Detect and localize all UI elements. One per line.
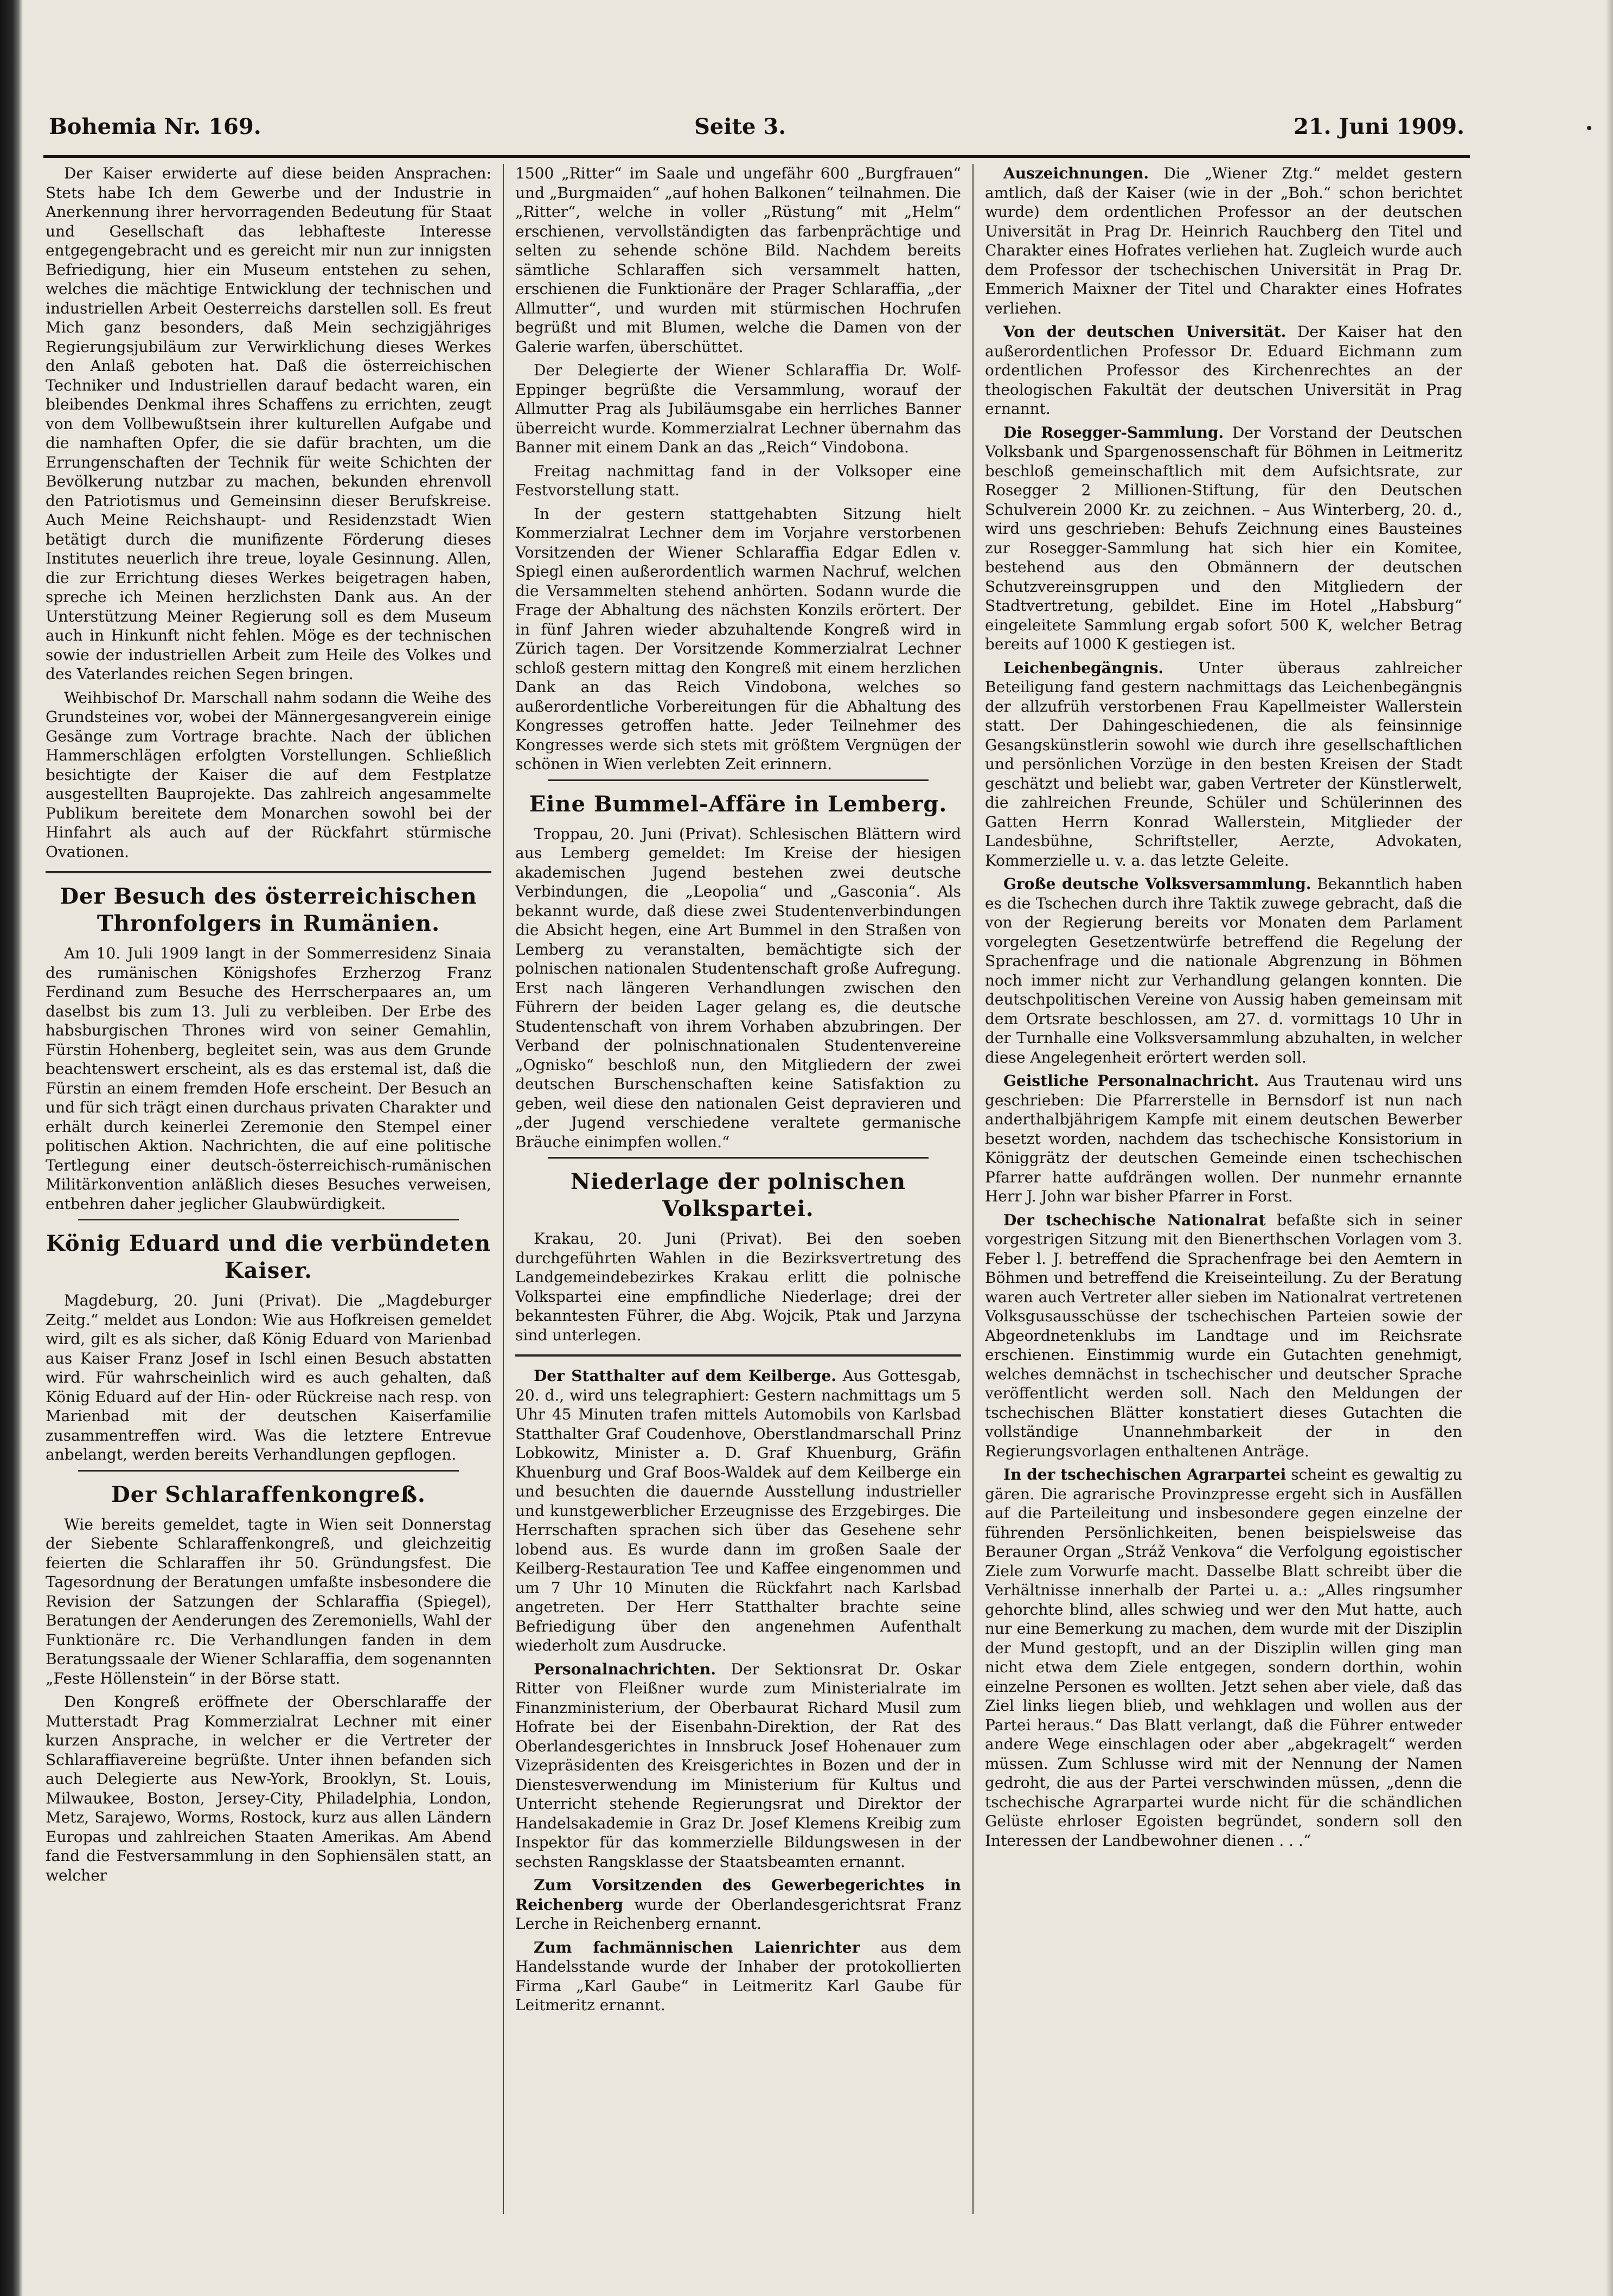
section-heading: Personalnachrichten. bbox=[534, 1660, 716, 1678]
issue-label: Bohemia Nr. 169. bbox=[49, 114, 261, 139]
article-paragraph: In der gestern stattgehabten Sitzung hielt Kommerzialrat Lechner dem im Vorjahre verstorbenen Vorsitzenden der Wiener Schlaraffia Edgar Edlen v. Spiegl einen außerordentlich warmen Nachruf, welchen die Versammelten stehend anhörten. Sodann wurde die Frage der Abhaltung des nächsten Konzils erörtert. Der in fünf Jahren wieder abzuhaltende Kongreß wird in Zürich tagen. Der Vorsitzende Kommerzialrat Lechner schloß gestern mittag den Kongreß mit einem herzlichen Dank an das Reich Vindobona, welches so außerordentliche Vorbereitungen für die Abhaltung des Kongresses getroffen hatte. Jeder Teilnehmer des Kongresses werde sich stets mit größtem Vergnügen der schönen in Wien verlebten Zeit erinnern. bbox=[515, 504, 961, 773]
article-headline: Der Schlaraffenkongreß. bbox=[111, 1481, 426, 1507]
article-text: Unter überaus zahlreicher Beteiligung fand gestern nachmittags das Leichenbegängnis der allzufrüh verstorbenen Frau Kapellmeister Wallerstein statt. Der Dahingeschiedenen, die als feinsinnige Gesangskünstlerin sowohl wie durch ihre gesellschaftlichen und persönlichen Vorzüge in den besten Kreisen der Stadt geschätzt und beliebt war, gaben Vertreter der Künstlerwelt, die zahlreichen Freunde, Schüler und Schülerinnen des Gatten Herrn Konrad Wallerstein, Mitglieder der Landesbühne, Schriftsteller, Aerzte, Advokaten, Kommerzielle u. v. a. das letzte Geleite. bbox=[985, 658, 1462, 869]
section-heading: Große deutsche Volksversammlung. bbox=[1003, 875, 1311, 893]
scan-edge-right bbox=[1605, 0, 1613, 2296]
article-text: Aus Trautenau wird uns geschrieben: Die Pfarrerstelle in Bernsdorf ist nun nach anderthalbjährigem Kampfe mit einem deutschen Bewerber besetzt worden, nachdem das tschechische Konsistorium in Königgrätz der deutschen Gemeinde einen tschechischen Pfarrer hatte aufdrängen wollen. Der nunmehr ernannte Herr J. John war bisher Pfarrer in Forst. bbox=[985, 1072, 1462, 1205]
article-paragraph: Der Delegierte der Wiener Schlaraffia Dr. Wolf-Eppinger begrüßte die Versammlung, worauf der Allmutter Prag als Jubiläumsgabe ein herrliches Banner überreicht wurde. Kommerzialrat Lechner übernahm das Banner mit einem Dank an das „Reich“ Vindobona. bbox=[515, 361, 961, 456]
section-heading: Der tschechische Nationalrat bbox=[1003, 1211, 1266, 1229]
header-rule bbox=[43, 155, 1470, 158]
column-1 bbox=[46, 164, 491, 2214]
article-paragraph: Den Kongreß eröffnete der Oberschlaraffe der Mutterstadt Prag Kommerzialrat Lechner mit einer kurzen Ansprache, in welcher er die Vertreter der Schlaraffiavereine begrüßte. Unter ihnen befanden sich auch Delegierte aus New-York, Brooklyn, St. Louis, Milwaukee, Boston, Jersey-City, Philadelphia, London, Metz, Sarajewo, Worms, Rostock, kurz aus allen Ländern Europas und zahlreichen Staaten Amerikas. Am Abend fand die Festversammlung in den Sophiensälen statt, an welcher bbox=[46, 1693, 491, 1884]
issue-date: 21. Juni 1909. bbox=[1294, 114, 1464, 139]
article-divider bbox=[515, 1354, 961, 1357]
section-heading: Geistliche Personalnachricht. bbox=[1003, 1072, 1259, 1090]
page-number: Seite 3. bbox=[694, 114, 786, 139]
article-paragraph: Freitag nachmittag fand in der Volksoper eine Festvorstellung statt. bbox=[515, 462, 961, 499]
article-text: Aus Gottesgab, 20. d., wird uns telegraphiert: Gestern nachmittags um 5 Uhr 45 Minuten trafen mittels Automobils von Karlsbad Statthalter Graf Coudenhove, Oberstlandmarschall Prinz Lobkowitz, Minister a. D. Graf Khuenburg, Gräfin Khuenburg und Graf Boos-Waldek auf dem Keilberge ein und besuchten die dauernde Ausstellung industrieller und kunstgewerblicher Erzeugnisse des Erzgebirges. Die Herrschaften sprachen sich über das Gesehene sehr lobend aus. Es wurde dann im großen Saale der Keilberg-Restauration Tee und Kaffee eingenommen und um 7 Uhr 10 Minuten die Rückfahrt nach Karlsbad angetreten. Der Herr Statthalter brachte seine Befriedigung über den angenehmen Aufenthalt wiederholt zum Ausdrucke. bbox=[515, 1367, 961, 1654]
article-paragraph: Weihbischof Dr. Marschall nahm sodann die Weihe des Grundsteines vor, wobei der Männergesangverein einige Gesänge zum Vortrage brachte. Nach der üblichen Hammerschlägen erfolgten Vorstellungen. Schließlich besichtigte der Kaiser die auf dem Festplatze ausgestellten Bauprojekte. Das zahlreich angesammelte Publikum bereitete dem Monarchen sowohl bei der Hinfahrt als auch auf der Rückfahrt stürmische Ovationen. bbox=[46, 688, 491, 861]
article-divider bbox=[78, 1219, 459, 1220]
article-text: aus dem Handelsstande wurde der Inhaber der protokollierten Firma „Karl Gaube“ in Leitmeritz Karl Gaube für Leitmeritz ernannt. bbox=[515, 1938, 961, 2014]
section-heading: Auszeichnungen. bbox=[1003, 164, 1149, 182]
article-divider bbox=[78, 1470, 459, 1472]
article-headline: König Eduard und die verbündeten Kaiser. bbox=[46, 1231, 491, 1283]
article-text: Bekanntlich haben es die Tschechen durch ihre Taktik zuwege gebracht, daß die von der Regierung bereits vor Monaten dem Parlament vorgelegten Gesetzentwürfe betreffend die Regelung der Sprachenfrage und die nationale Abgrenzung in Böhmen noch immer nicht zur Verhandlung gelangen konnten. Die deutschpolitischen Vereine von Aussig haben gemeinsam mit dem Ortsrate beschlossen, am 27. d. vormittags 10 Uhr in der Turnhalle eine Volksversammlung abzuhalten, in welcher diese Angelegenheit erörtert werden soll. bbox=[985, 875, 1462, 1066]
column-2 bbox=[515, 164, 961, 2214]
section-heading: Leichenbegängnis. bbox=[1003, 658, 1164, 677]
newspaper-page bbox=[43, 81, 1470, 2229]
article-divider bbox=[46, 871, 491, 873]
article-text: Der Vorstand der Deutschen Volksbank und Spargenossenschaft für Böhmen in Leitmeritz beschloß gemeinschaftlich mit dem Aufsichtsrate, zur Rosegger 2 Millionen-Stiftung, für den Deutschen Schulverein 2000 Kr. zu zeichnen. – Aus Winterberg, 20. d., wird uns geschrieben: Behufs Zeichnung eines Bausteines zur Rosegger-Sammlung hat sich hier ein Komitee, bestehend aus den Obmännern der deutschen Schutzvereinsgruppen und den Mitgliedern der Stadtvertretung, gebildet. Eine im Hotel „Habsburg“ eingeleitete Sammlung ergab sofort 500 K, welcher Betrag bereits auf 1000 K gestiegen ist. bbox=[985, 423, 1462, 653]
article-text: Die „Wiener Ztg.“ meldet gestern amtlich, daß der Kaiser (wie in der „Boh.“ schon berichtet wurde) dem ordentlichen Professor an der deutschen Universität in Prag Dr. Heinrich Rauchberg den Titel und Charakter eines Hofrates verliehen hat. Zugleich wurde auch dem Professor der tschechischen Universität in Prag Dr. Emmerich Maixner der Titel und Charakter eines Hofrates verliehen. bbox=[985, 164, 1462, 317]
section-heading: Von der deutschen Universität. bbox=[1003, 323, 1286, 341]
column-rule bbox=[503, 164, 504, 2214]
article-paragraph: Am 10. Juli 1909 langt in der Sommerresidenz Sinaia des rumänischen Königshofes Erzherzog Franz Ferdinand zum Besuche des Herrscherpaares an, um daselbst bis zum 13. Juli zu verbleiben. Der Erbe des habsburgischen Thrones wird von seiner Gemahlin, Fürstin Hohenberg, begleitet sein, was aus dem Grunde beachtenswert erscheint, als es das erstemal ist, daß die Fürstin an einem fremden Hofe erscheint. Der Besuch an und für sich trägt einen durchaus privaten Charakter und erhält durch keinerlei Zeremonie den Stempel einer politischen Aktion. Nachrichten, die auf eine politische Tertlegung einer deutsch-österreichisch-rumänischen Militärkonvention anläßlich dieses Besuches verweisen, entbehren daher jeglicher Glaubwürdigkeit. bbox=[46, 944, 491, 1213]
article-text: befaßte sich in seiner vorgestrigen Sitzung mit den Bienerthschen Vorlagen vom 3. Feber l. J. betreffend die Sprachenfrage bei den Aemtern in Böhmen und betreffend die Kreiseinteilung. Zu der Beratung waren auch Vertreter aller sieben im Nationalrat vertretenen Volksgusausschüsse der tschechischen Parteien sowie der Abgeordnetenklubs im Landtage und im Reichsrate erschienen. Einstimmig wurde ein Gutachten genehmigt, welches demnächst in tschechischer und deutscher Sprache veröffentlicht werden soll. Nach den Meldungen der tschechischen Blätter konstatiert dieses Gutachten die vollständige Unannehmbarkeit der in den Regierungsvorlagen enthaltenen Anträge. bbox=[985, 1211, 1462, 1460]
section-heading: Zum fachmännischen Laienrichter bbox=[534, 1938, 860, 1956]
article-paragraph: Krakau, 20. Juni (Privat). Bei den soeben durchgeführten Wahlen in die Bezirksvertretung des Landgemeindebezirkes Krakau erlitt die polnische Volkspartei eine empfindliche Niederlage; drei der bekanntesten Führer, die Abg. Wojcik, Ptak und Jarzyna sind unterlegen. bbox=[515, 1230, 961, 1344]
article-headline: Niederlage der polnischen Volkspartei. bbox=[570, 1169, 906, 1221]
section-heading: Der Statthalter auf dem Keilberge. bbox=[534, 1367, 837, 1385]
article-text: scheint es gewaltig zu gären. Die agrarische Provinzpresse ergeht sich in Ausfällen auf die Parteileitung und insbesondere gegen einzelne der führenden Persönlichkeiten, benen beispielsweise das Berauner Organ „Stráž Venkova“ die Verfolgung egoistischer Ziele zum Vorwurfe macht. Dasselbe Blatt schreibt über die Verhältnisse innerhalb der Partei u. a.: „Alles ringsumher gehorchte blind, alles schwieg und wer den Mut hatte, auch nur eine Bemerkung zu machen, dem wurde mit der Disziplin der Mund gestopft, und an der Disziplin willen ging man nicht etwa dem Ziele entgegen, sondern dorthin, wohin einzelne Personen es wollten. Jetzt sehen aber viele, daß das Ziel links liegen blieb, und wehklagen und wollen aus der Partei heraus.“ Das Blatt verlangt, daß die Führer entweder andere Wege einschlagen oder aber „abgekragelt“ werden müssen. Zum Schlusse wird mit der Nennung der Namen gedroht, die aus der Partei verschwinden müssen, „denn die tschechische Agrarpartei wurde nicht für die schändlichen Gelüste ehrloser Egoisten begründet, sondern soll den Interessen der Landbewohner dienen . . .“ bbox=[985, 1466, 1462, 1850]
article-paragraph: Der Kaiser erwiderte auf diese beiden Ansprachen: Stets habe Ich dem Gewerbe und der Industrie in Anerkennung ihrer hervorragenden Bedeutung für Staat und Gesellschaft das lebhafteste Interesse entgegengebracht und es gereicht mir nun zur innigsten Befriedigung, hier ein Museum entstehen zu sehen, welches die mächtige Entwicklung der technischen und industriellen Arbeit Oesterreichs darstellen soll. Es freut Mich ganz besonders, daß Mein sechzigjähriges Regierungsjubiläum zur Verwirklichung dieses Werkes den Anlaß geboten hat. Daß die österreichischen Techniker und Industriellen darauf bedacht waren, ein bleibendes Denkmal ihres Schaffens zu errichten, zeugt von dem Vollbewußtsein ihrer kulturellen Aufgabe und die namhaften Opfer, die sie dafür brachten, um die Errungenschaften der Technik für weite Schichten der Bevölkerung nutzbar zu machen, bekunden ehrenvoll den Patriotismus und Gemeinsinn dieser Berufskreise. Auch Meine Reichshaupt- und Residenzstadt Wien betätigt durch die munifizente Förderung dieses Institutes neuerlich ihre treue, loyale Gesinnung. Allen, die zur Errichtung dieses Werkes beigetragen haben, spreche ich Meinen herzlichsten Dank aus. An der Unterstützung Meiner Regierung soll es dem Museum auch in Hinkunft nicht fehlen. Möge es der technischen sowie der industriellen Arbeit zum Heile des Volkes und des Vaterlandes reichen Segen bringen. bbox=[46, 164, 491, 683]
article-divider bbox=[548, 779, 929, 781]
article-paragraph: Troppau, 20. Juni (Privat). Schlesischen Blättern wird aus Lemberg gemeldet: Im Kreise der hiesigen akademischen Jugend bestehen zwei deutsche Verbindungen, die „Leopolia“ und „Gasconia“. Als bekannt wurde, daß diese zwei Studentenverbindungen die Absicht hegen, eine Art Bummel in den Straßen von Lemberg zu veranstalten, bemächtigte sich der polnischen nationalen Studentenschaft große Aufregung. Erst nach längeren Verhandlungen zwischen den Führern der beiden Lager gelang es, die deutsche Studentenschaft von ihrem Vorhaben abzubringen. Der Verband der polnischnationalen Studentenvereine „Ognisko“ beschloß nun, den Mitgliedern der zwei deutschen Burschenschaften keine Satisfaktion zu geben, weil diese den nationalen Geist depravieren und „der Jugend verschiedene veraltete germanische Bräuche einimpfen wollen.“ bbox=[515, 824, 961, 1151]
margin-dot bbox=[1587, 126, 1591, 130]
article-text: Der Sektionsrat Dr. Oskar Ritter von Fleißner wurde zum Ministerialrate im Finanzministerium, der Oberbaurat Richard Musil zum Hofrate bei der Eisenbahn-Direktion, der Rat des Oberlandesgerichtes in Innsbruck Josef Hohenauer zum Vizepräsidenten des Kreisgerichtes in Bozen und der in Dienstesverwendung im Ministerium für Kultus und Unterricht stehende Regierungsrat und Direktor der Handelsakademie in Graz Dr. Josef Klemens Kreibig zum Inspektor für das kommerzielle Bildungswesen in der sechsten Rangsklasse der Staatsbeamten ernannt. bbox=[515, 1660, 961, 1871]
article-text: wurde der Oberlandesgerichtsrat Franz Lerche in Reichenberg ernannt. bbox=[515, 1895, 961, 1933]
article-paragraph: 1500 „Ritter“ im Saale und ungefähr 600 „Burgfrauen“ und „Burgmaiden“ „auf hohen Balkonen“ teilnahmen. Die „Ritter“, welche in voller „Rüstung“ mit „Helm“ erschienen, vervollständigten das farbenprächtige und selten zu sehende schöne Bild. Nachdem bereits sämtliche Schlaraffen sich versammelt hatten, erschienen die Funktionäre der Prager Schlaraffia, „der Allmutter“, und wurden mit stürmischen Hochrufen begrüßt und mit Blumen, welche die Damen von der Galerie warfen, überschüttet. bbox=[515, 164, 961, 356]
section-heading: In der tschechischen Agrarpartei bbox=[1003, 1466, 1286, 1483]
section-heading: Zum Vorsitzenden des Gewerbegerichtes in Reichenberg bbox=[515, 1876, 961, 1914]
article-text: Der Kaiser hat den außerordentlichen Professor Dr. Eduard Eichmann zum ordentlichen Professor des Kirchenrechtes an der theologischen Fakultät der deutschen Universität in Prag ernannt. bbox=[985, 323, 1462, 418]
article-paragraph: Magdeburg, 20. Juni (Privat). Die „Magdeburger Zeitg.“ meldet aus London: Wie aus Hofkreisen gemeldet wird, gilt es als sicher, daß König Eduard von Marienbad aus Kaiser Franz Josef in Ischl einen Besuch abstatten wird. Für wahrscheinlich wird es auch gehalten, daß König Eduard auf der Hin- oder Rückreise nach resp. von Marienbad mit der deutschen Kaiserfamilie zusammentreffen wird. Was die letztere Entrevue anbelangt, werden bereits Verhandlungen gepflogen. bbox=[46, 1291, 491, 1463]
article-divider bbox=[548, 1157, 929, 1159]
article-headline: Eine Bummel-Affäre in Lemberg. bbox=[529, 791, 948, 817]
column-rule bbox=[972, 164, 974, 2214]
section-heading: Die Rosegger-Sammlung. bbox=[1003, 423, 1224, 442]
scan-edge bbox=[0, 0, 23, 2296]
article-headline: Der Besuch des österreichischen Thronfolgers in Rumänien. bbox=[60, 884, 477, 936]
masthead bbox=[43, 103, 1470, 150]
column-3 bbox=[985, 164, 1462, 2214]
article-paragraph: Wie bereits gemeldet, tagte in Wien seit Donnerstag der Siebente Schlaraffenkongreß, und gleichzeitig feierten die Schlaraffen ihr 50. Gründungsfest. Die Tagesordnung der Beratungen umfaßte insbesondere die Revision der Satzungen der Schlaraffia (Spiegel), Beratungen der Aenderungen des Zeremoniells, Wahl der Funktionäre rc. Die Verhandlungen fanden in dem Beratungssaale der Wiener Schlaraffia, dem sogenannten „Feste Höllenstein“ in der Börse statt. bbox=[46, 1515, 491, 1687]
